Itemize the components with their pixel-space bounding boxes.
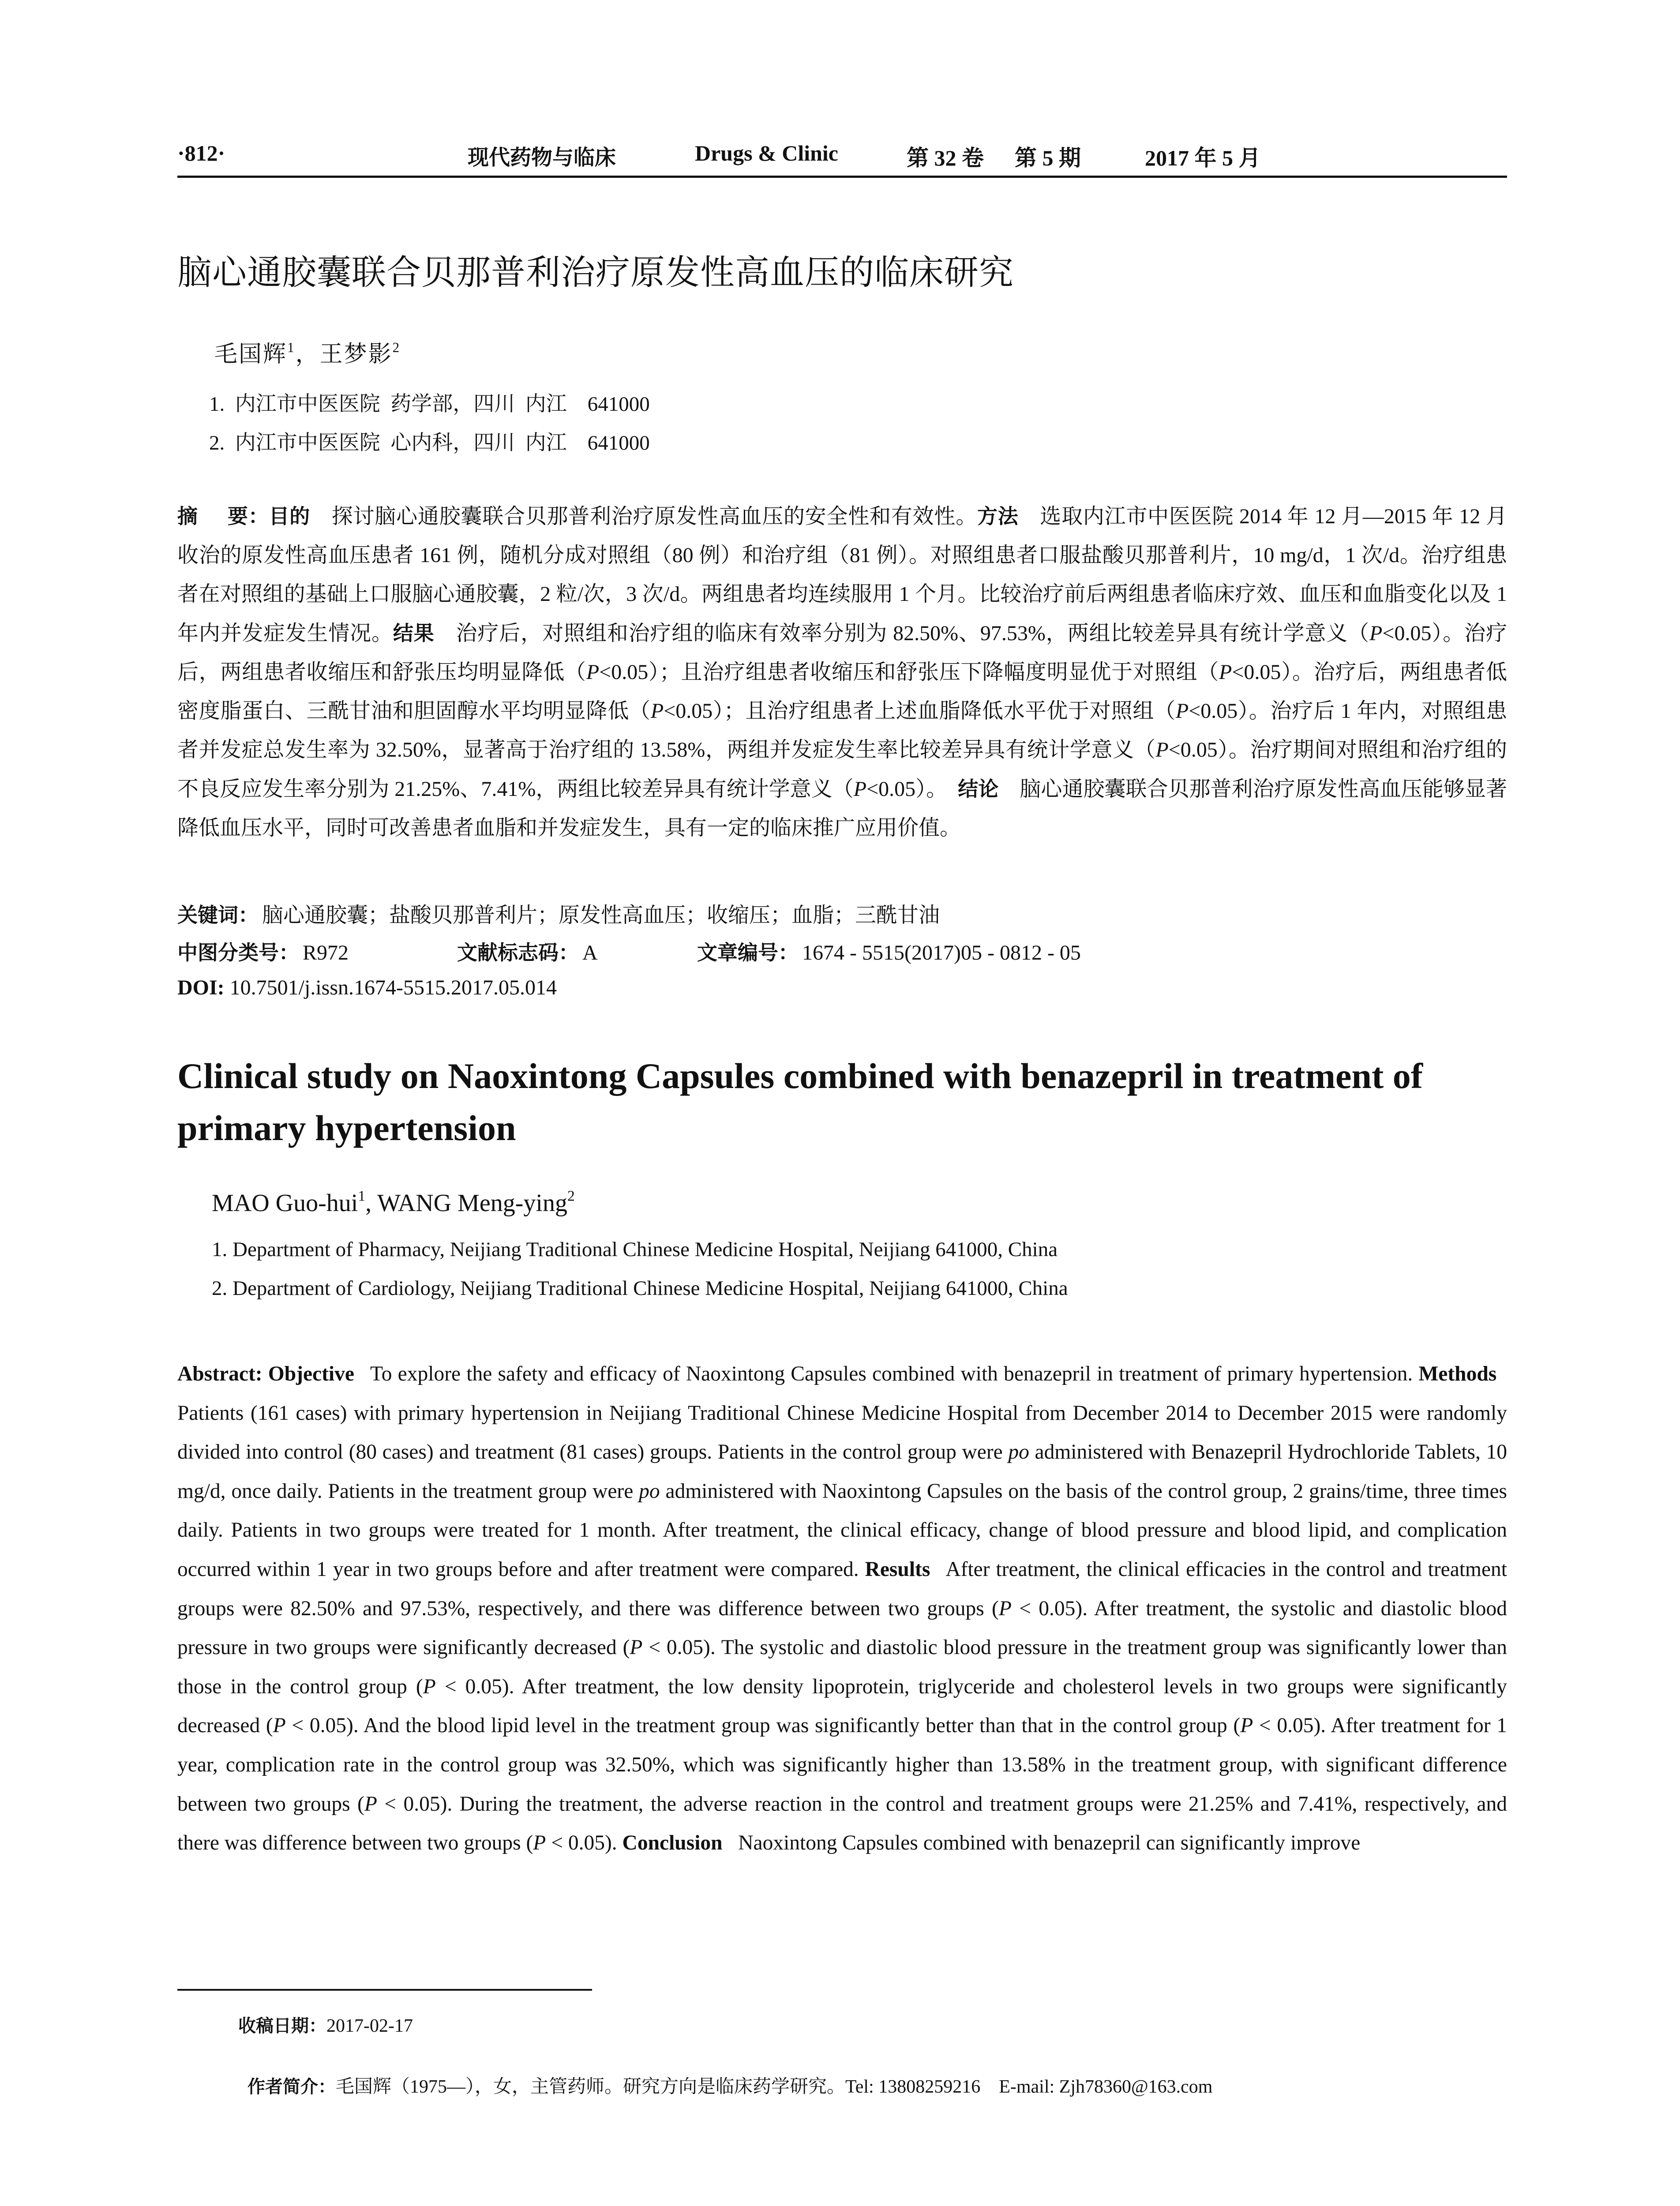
author-bio [238, 2051, 1212, 2098]
volume: 第 32 卷 [907, 146, 984, 170]
issue-date: 2017 年 5 月 [1145, 146, 1261, 170]
clc-value: R972 [303, 941, 349, 964]
keywords-text: 脑心通胶囊；盐酸贝那普利片；原发性高血压；收缩压；血脂；三酰甘油 [262, 904, 940, 927]
conclusion-text: 脑心通胶囊联合贝那普利治疗原发性高血压能够显著降低血压水平，同时可改善患者血脂和并发症发生，具有一定的临床推广应用价值。 [177, 777, 1507, 840]
header-rule [177, 176, 1507, 178]
affiliation-en-2: 2. Department of Cardiology, Neijiang Traditional Chinese Medicine Hospital, Neijiang 641000, China [212, 1277, 1068, 1300]
keywords-cn [177, 898, 940, 928]
abstract-label: 摘 要： [177, 504, 269, 528]
doi-value: 10.7501/j.issn.1674-5515.2017.05.014 [229, 976, 557, 999]
section-label-methods: 方法 [977, 504, 1019, 528]
section-label-conclusion: Conclusion [622, 1831, 723, 1855]
bio-label: 作者简介： [248, 2077, 336, 2097]
document-code [457, 937, 598, 966]
keywords-label: 关键词： [177, 903, 259, 927]
affiliation-en-1: 1. Department of Pharmacy, Neijiang Traditional Chinese Medicine Hospital, Neijiang 641000, China [212, 1238, 1058, 1261]
objective-text: To explore the safety and efficacy of Naoxintong Capsules combined with benazepril in treatment of primary hypertension. [370, 1362, 1413, 1385]
article-id-value: 1674 - 5515(2017)05 - 0812 - 05 [802, 941, 1081, 964]
results-text: After treatment, the clinical efficacies in the control and treatment groups were 82.50% and 97.53%, respectively, and there was difference between two groups (P < 0.05). After treatment, the systolic and diastolic blood pressure in two groups were significantly decreased (P < 0.05). The systolic and diastolic blood pressure in the treatment group was significantly lower than those in the control group (P < 0.05). After treatment, the low density lipoprotein, triglyceride and cholesterol levels in two groups were significantly decreased (P < 0.05). And the blood lipid level in the treatment group was significantly better than that in the control group (P < 0.05). After treatment for 1 year, complication rate in the control group was 32.50%, which was significantly higher than 13.58% in the treatment group, with significant difference between two groups (P < 0.05). During the treatment, the adverse reaction in the control and treatment groups were 21.25% and 7.41%, respectively, and there was difference between two groups (P < 0.05). [177, 1557, 1508, 1855]
received-value: 2017-02-17 [326, 2016, 413, 2036]
section-label-objective: 目的 [269, 504, 311, 528]
section-label-results: Results [865, 1557, 930, 1581]
abstract-label: Abstract: [177, 1362, 262, 1385]
footnote-rule [177, 1989, 592, 1991]
article-id-label: 文章编号： [697, 941, 799, 964]
received-date [238, 2012, 413, 2037]
author-name: WANG Meng-ying [377, 1189, 567, 1217]
affiliation-marker: 1 [287, 340, 296, 356]
document-code-label: 文献标志码： [457, 941, 579, 964]
author-name: 王梦影 [319, 342, 393, 367]
affiliation-marker: 2 [392, 340, 401, 356]
classification-number [177, 937, 349, 966]
affiliation-cn-2: 2. 内江市中医医院 心内科，四川 内江 641000 [209, 431, 650, 454]
section-label-methods: Methods [1418, 1362, 1497, 1385]
received-label: 收稿日期： [238, 2016, 326, 2036]
results-text: 治疗后，对照组和治疗组的临床有效率分别为 82.50%、97.53%，两组比较差异具有统计学意义（P<0.05）。治疗后，两组患者收缩压和舒张压均明显降低（P<0.05）；且治疗组患者收缩压和舒张压下降幅度明显优于对照组（P<0.05）。治疗后，两组患者低密度脂蛋白、三酰甘油和胆固醇水平均明显降低（P<0.05）；且治疗组患者上述血脂降低水平优于对照组（P<0.05）。治疗后 1 年内，对照组患者并发症总发生率为 32.50%，显著高于治疗组的 13.58%，两组并发症发生率比较差异具有统计学意义（P<0.05）。治疗期间对照组和治疗组的不良反应发生率分别为 21.25%、7.41%，两组比较差异具有统计学意义（P<0.05）。 [177, 622, 1507, 801]
journal-name-cn: 现代药物与临床 [468, 145, 616, 170]
abstract-cn [177, 497, 1507, 848]
methods-text: Patients (161 cases) with primary hypertension in Neijiang Traditional Chinese Medicine Hospital from December 2014 to December 2015 were randomly divided into control (80 cases) and treatment (81 cases) groups. Patients in the control group were po administered with Benazepril Hydrochloride Tablets, 10 mg/d, once daily. Patients in the treatment group were po administered with Naoxintong Capsules on the basis of the control group, 2 grains/time, three times daily. Patients in two groups were treated for 1 month. After treatment, the clinical efficacy, change of blood pressure and blood lipid, and complication occurred within 1 year in two groups before and after treatment were compared. [177, 1401, 1508, 1581]
author-name: MAO Guo-hui [212, 1189, 358, 1217]
author-separator: ， [295, 342, 320, 367]
issue: 第 5 期 [1015, 146, 1081, 170]
author-list-cn [214, 335, 401, 368]
affiliation-cn-1: 1. 内江市中医医院 药学部，四川 内江 641000 [209, 393, 650, 416]
author-name: 毛国辉 [214, 342, 288, 367]
journal-name-en: Drugs & Clinic [695, 141, 838, 165]
objective-text: 探讨脑心通胶囊联合贝那普利治疗原发性高血压的安全性和有效性。 [331, 505, 977, 528]
affiliation-marker: 2 [567, 1188, 575, 1204]
bio-value: 毛国辉（1975—），女，主管药师。研究方向是临床药学研究。Tel: 13808259216 E-mail: Zjh78360@163.com [336, 2077, 1213, 2097]
doi [177, 975, 557, 1000]
document-code-value: A [582, 941, 598, 964]
article-title-cn: 脑心通胶囊联合贝那普利治疗原发性高血压的临床研究 [177, 253, 1014, 293]
conclusion-text: Naoxintong Capsules combined with benazepril can significantly improve [738, 1831, 1361, 1855]
abstract-en [177, 1354, 1507, 1863]
methods-text: 选取内江市中医医院 2014 年 12 月—2015 年 12 月收治的原发性高血压患者 161 例，随机分成对照组（80 例）和治疗组（81 例）。对照组患者口服盐酸贝那普利片，10 mg/d，1 次/d。治疗组患者在对照组的基础上口服脑心通胶囊，2 粒/次，3 次/d。两组患者均连续服用 1 个月。比较治疗前后两组患者临床疗效、血压和血脂变化以及 1 年内并发症发生情况。 [177, 505, 1507, 645]
page-number: ·812· [177, 141, 225, 165]
article-title-en: Clinical study on Naoxintong Capsules combined with benazepril in treatment of primary hypertension [177, 1056, 1423, 1148]
section-label-objective: Objective [268, 1362, 354, 1385]
author-list-en [212, 1189, 575, 1217]
section-label-results: 结果 [393, 621, 435, 645]
section-label-conclusion: 结论 [958, 777, 999, 801]
article-id [697, 937, 1081, 966]
affiliation-marker: 1 [358, 1188, 366, 1204]
author-separator: , [365, 1189, 378, 1217]
clc-label: 中图分类号： [177, 941, 299, 964]
doi-label: DOI: [177, 976, 225, 999]
